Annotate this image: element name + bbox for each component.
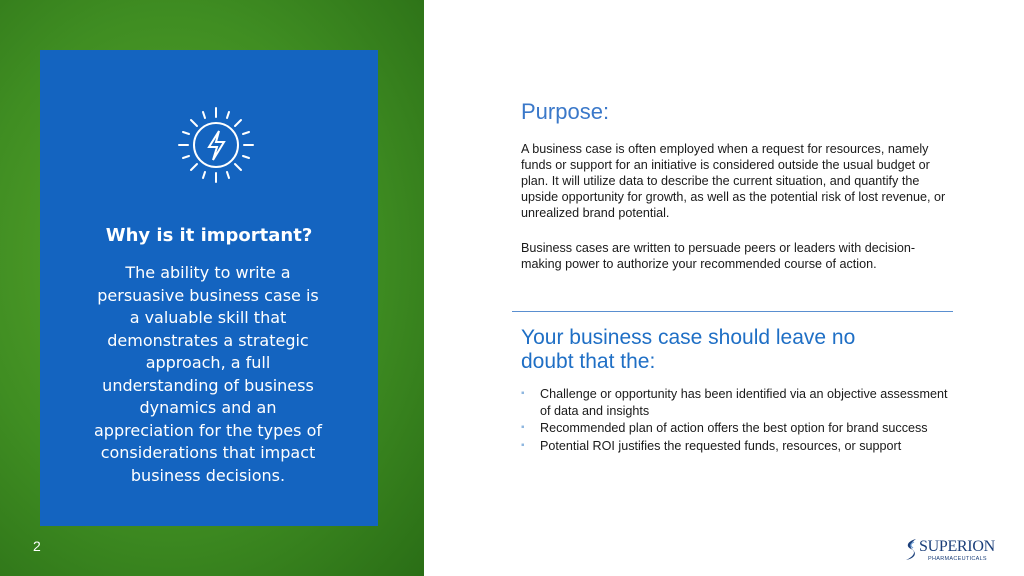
superion-logo (902, 535, 1002, 565)
logo-mark-icon (902, 537, 920, 563)
page-number: 2 (33, 538, 41, 554)
leave-heading: Your business case should leave no doubt that the: (521, 326, 856, 373)
card-heading: Why is it important? (105, 225, 313, 246)
card-body-text: The ability to write a persuasive business case is a valuable skill that demonstrates a strategic approach, a full understanding of business dynamics and an appreciation for the types of considerations that impact business decisions. (94, 263, 322, 485)
logo-wordmark: SUPERION (919, 538, 995, 555)
logo-subtitle: PHARMACEUTICALS (928, 556, 987, 562)
list-item (521, 438, 951, 455)
list-item-text: Potential ROI justifies the requested funds, resources, or support (540, 438, 902, 453)
bullet-icon: ▪ (521, 388, 525, 399)
lightning-sun-icon (171, 98, 261, 192)
bullet-icon: ▪ (521, 439, 525, 451)
criteria-list (521, 386, 951, 455)
purpose-paragraph-1: A business case is often employed when a request for resources, namely funds or support for an initiative is considered outside the usual budget or plan. It will utilize data to describe the current situation, and quantify the upside opportunity for growth, as well as the potential risk of lost revenue, or unrealized brand potential. (521, 142, 946, 220)
list-item-text: Recommended plan of action offers the best option for brand success (540, 421, 928, 435)
list-item (521, 386, 951, 419)
bullet-icon: ▪ (521, 422, 525, 433)
purpose-paragraph-2: Business cases are written to persuade peers or leaders with decision-making power to authorize your recommended course of action. (521, 241, 916, 271)
list-item-text: Challenge or opportunity has been identified via an objective assessment of data and insights (540, 387, 948, 418)
purpose-title: Purpose: (521, 99, 610, 124)
list-item (521, 420, 951, 437)
section-divider (512, 311, 953, 312)
